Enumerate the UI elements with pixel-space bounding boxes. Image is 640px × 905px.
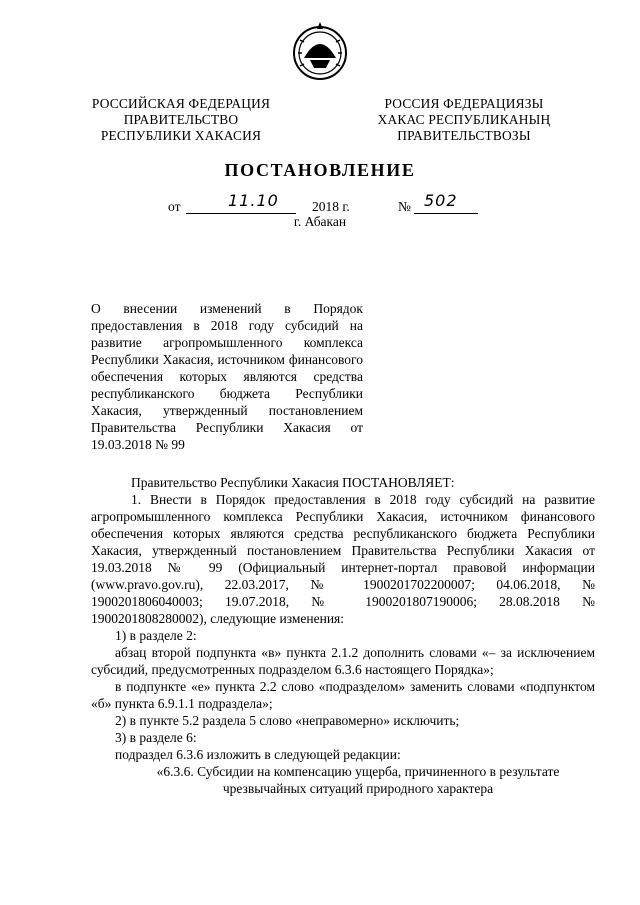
item-1-paragraph: 1. Внести в Порядок предоставления в 2018 году субсидий на развитие агропромышленного комплекса Республики Хакасия, источником финансового обеспечения которых являются средства республиканского бюджета Республики Хакасия, утвержденный постановлением Правительства Республики Хакасия от 19.03.2018 № 99 (Официальный интернет-портал правовой информации (www.pravo.gov.ru), 22.03.2017, № 1900201702200007; 04.06.2018, № 1900201806040003; 19.07.2018, № 1900201807190006; 28.08.2018 № 1900201808280002), следующие изменения: bbox=[91, 492, 595, 626]
quoted-section-title-cont: чрезвычайных ситуаций природного характера bbox=[222, 781, 494, 796]
number-label: № bbox=[398, 199, 411, 214]
coat-of-arms-emblem bbox=[290, 20, 350, 84]
header-right-line: ПРАВИТЕЛЬСТВОЗЫ bbox=[397, 128, 531, 143]
subitem-3: 3) в разделе 6: bbox=[115, 730, 197, 745]
document-title: ПОСТАНОВЛЕНИЕ bbox=[224, 160, 416, 180]
subitem-1-a: абзац второй подпункта «в» пункта 2.1.2 дополнить словами «– за исключением субсидий, предусмотренных подразделом 6.3.6 настоящего Порядка»; bbox=[91, 645, 595, 677]
header-right-line: РОССИЯ ФЕДЕРАЦИЯЗЫ bbox=[384, 96, 544, 111]
date-from-label: от bbox=[168, 199, 181, 214]
header-left-line: РЕСПУБЛИКИ ХАКАСИЯ bbox=[100, 128, 262, 143]
header-right-line: ХАКАС РЕСПУБЛИКАНЫҢ bbox=[377, 112, 551, 127]
header-left-line: РОССИЙСКАЯ ФЕДЕРАЦИЯ bbox=[91, 96, 271, 111]
intro-paragraph: Правительство Республики Хакасия ПОСТАНОВЛЯЕТ: bbox=[131, 475, 455, 490]
year-label: 2018 г. bbox=[312, 199, 350, 214]
subitem-1: 1) в разделе 2: bbox=[115, 628, 197, 643]
subject-block: О внесении изменений в Порядок предоставления в 2018 году субсидий на развитие агропромышленного комплекса Республики Хакасия, источником финансового обеспечения которых являются средства республиканского бюджета Республики Хакасия, утвержденный постановлением Правительства Республики Хакасия от 19.03.2018 № 99 bbox=[91, 301, 363, 452]
subitem-3-a: подраздел 6.3.6 изложить в следующей редакции: bbox=[115, 747, 401, 762]
handwritten-number: 502 bbox=[424, 191, 458, 210]
quoted-section-title: «6.3.6. Субсидии на компенсацию ущерба, причиненного в результате bbox=[156, 764, 560, 779]
document-body bbox=[91, 474, 595, 797]
header-russian bbox=[86, 96, 276, 144]
subitem-1-b: в подпункте «е» пункта 2.2 слово «подразделом» заменить словами «подпунктом «б» пункта 6.9.1.1 подраздела»; bbox=[91, 679, 595, 711]
header-left-line: ПРАВИТЕЛЬСТВО bbox=[123, 112, 239, 127]
subitem-2: 2) в пункте 5.2 раздела 5 слово «неправомерно» исключить; bbox=[115, 713, 460, 728]
handwritten-date: 11.10 bbox=[228, 191, 279, 210]
header-khakas bbox=[366, 96, 562, 144]
city-label: г. Абакан bbox=[293, 214, 347, 229]
